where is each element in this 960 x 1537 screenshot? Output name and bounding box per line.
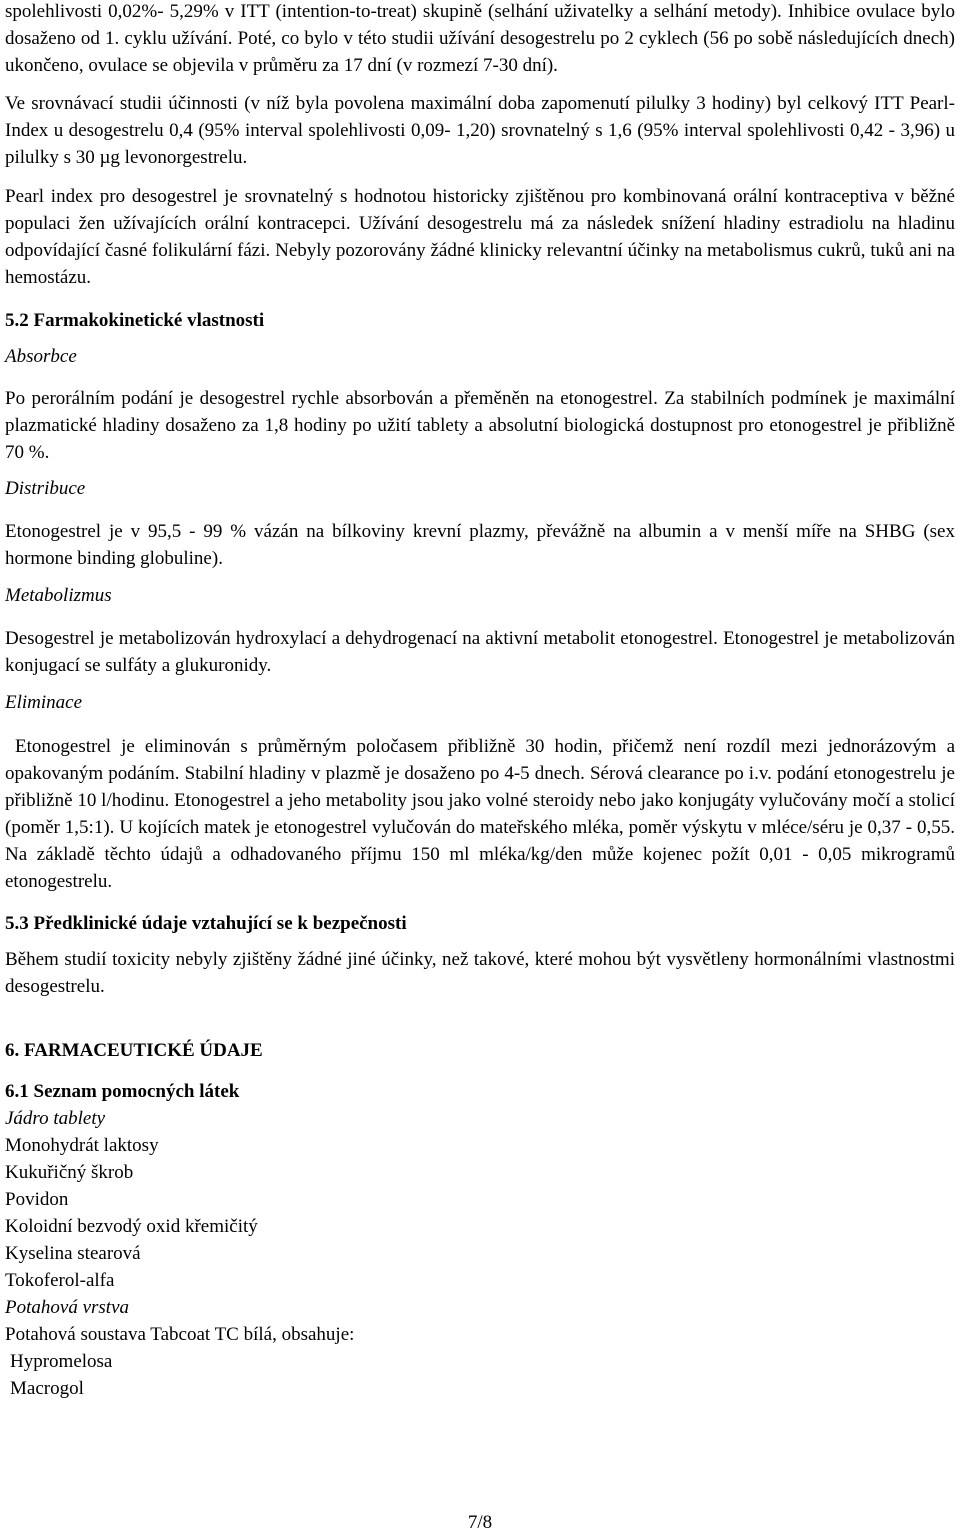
- metabolizmus-text: Desogestrel je metabolizován hydroxylací a dehydrogenací na aktivní metabolit etonogestrel. Etonogestrel je metabolizován konjugací se sulfáty a glukuronidy.: [5, 628, 955, 676]
- absorbce-label: Absorbce: [5, 346, 77, 367]
- section-6-heading: 6. FARMACEUTICKÉ ÚDAJE: [5, 1040, 263, 1061]
- intro-paragraph-2: Ve srovnávací studii účinnosti (v níž byla povolena maximální doba zapomenutí pilulky 3 hodiny) byl celkový ITT Pearl-Index u desogestrelu 0,4 (95% interval spolehlivosti 0,09- 1,20) srovnatelný s 1,6 (95% interval spolehlivosti 0,42 - 3,96) u pilulky s 30 µg levonorgestrelu.: [5, 93, 955, 168]
- absorbce-text: Po perorálním podání je desogestrel rychle absorbován a přeměněn na etonogestrel. Za stabilních podmínek je maximální plazmatické hladiny dosaženo za 1,8 hodiny po užití tablety a absolutní biologická dostupnost pro etonogestrel je přibližně 70 %.: [5, 388, 955, 463]
- list-item: Povidon: [5, 1189, 69, 1210]
- document-page: [5, 0, 960, 1402]
- core-items-list: [5, 1132, 955, 1294]
- list-item: Macrogol: [10, 1378, 84, 1399]
- section-6-1-heading: 6.1 Seznam pomocných látek: [5, 1081, 240, 1102]
- eliminace-text: Etonogestrel je eliminován s průměrným poločasem přibližně 30 hodin, přičemž není rozdíl mezi jednorázovým a opakovaným podáním. Stabilní hladiny v plazmě je dosaženo po 4-5 dnech. Sérová clearance po i.v. podání etonogestrelu je přibližně 10 l/hodinu. Etonogestrel a jeho metabolity jsou jako volné steroidy nebo jako konjugáty vylučovány močí a stolicí (poměr 1,5:1). U kojících matek je etonogestrel vylučován do mateřského mléka, poměr výskytu v mléce/séru je 0,37 - 0,55. Na základě těchto údajů a odhadovaného příjmu 150 ml mléka/kg/den může kojenec požít 0,01 - 0,05 mikrogramů etonogestrelu.: [5, 736, 960, 892]
- section-5-2-heading: 5.2 Farmakokinetické vlastnosti: [5, 310, 265, 331]
- metabolizmus-label: Metabolizmus: [5, 585, 112, 606]
- list-item: Hypromelosa: [10, 1351, 113, 1372]
- list-item: Monohydrát laktosy: [5, 1135, 159, 1156]
- list-item: Tokoferol-alfa: [5, 1270, 115, 1291]
- intro-paragraph-3: Pearl index pro desogestrel je srovnatelný s hodnotou historicky zjištěnou pro kombinovaná orální kontraceptiva v běžné populaci žen užívajících orální kontracepci. Užívání desogestrelu má za následek snížení hladiny estradiolu na hladinu odpovídající časné folikulární fázi. Nebyly pozorovány žádné klinicky relevantní účinky na metabolismus cukrů, tuků ani na hemostázu.: [5, 186, 955, 288]
- list-item: Kyselina stearová: [5, 1243, 141, 1264]
- distribuce-text: Etonogestrel je v 95,5 - 99 % vázán na bílkoviny krevní plazmy, převážně na albumin a v menší míře na SHBG (sex hormone binding globuline).: [5, 521, 955, 569]
- list-item: Koloidní bezvodý oxid křemičitý: [5, 1216, 258, 1237]
- coating-items-list: [5, 1348, 955, 1402]
- eliminace-label: Eliminace: [5, 692, 83, 713]
- coating-intro: Potahová soustava Tabcoat TC bílá, obsahuje:: [5, 1324, 355, 1345]
- core-label: Jádro tablety: [5, 1108, 106, 1129]
- section-5-3-text: Během studií toxicity nebyly zjištěny žádné jiné účinky, než takové, které mohou být vysvětleny hormonálními vlastnostmi desogestrelu.: [5, 949, 955, 997]
- intro-paragraph-1: spolehlivosti 0,02%- 5,29% v ITT (intention-to-treat) skupině (selhání uživatelky a selhání metody). Inhibice ovulace bylo dosaženo od 1. cyklu užívání. Poté, co bylo v této studii užívání desogestrelu po 2 cyklech (56 po sobě následujících dnech) ukončeno, ovulace se objevila v průměru za 17 dní (v rozmezí 7-30 dní).: [5, 1, 955, 76]
- section-5-3-heading: 5.3 Předklinické údaje vztahující se k bezpečnosti: [5, 913, 407, 934]
- page-number: 7/8: [467, 1512, 493, 1533]
- list-item: Kukuřičný škrob: [5, 1162, 134, 1183]
- coating-label: Potahová vrstva: [5, 1297, 130, 1318]
- distribuce-label: Distribuce: [5, 478, 86, 499]
